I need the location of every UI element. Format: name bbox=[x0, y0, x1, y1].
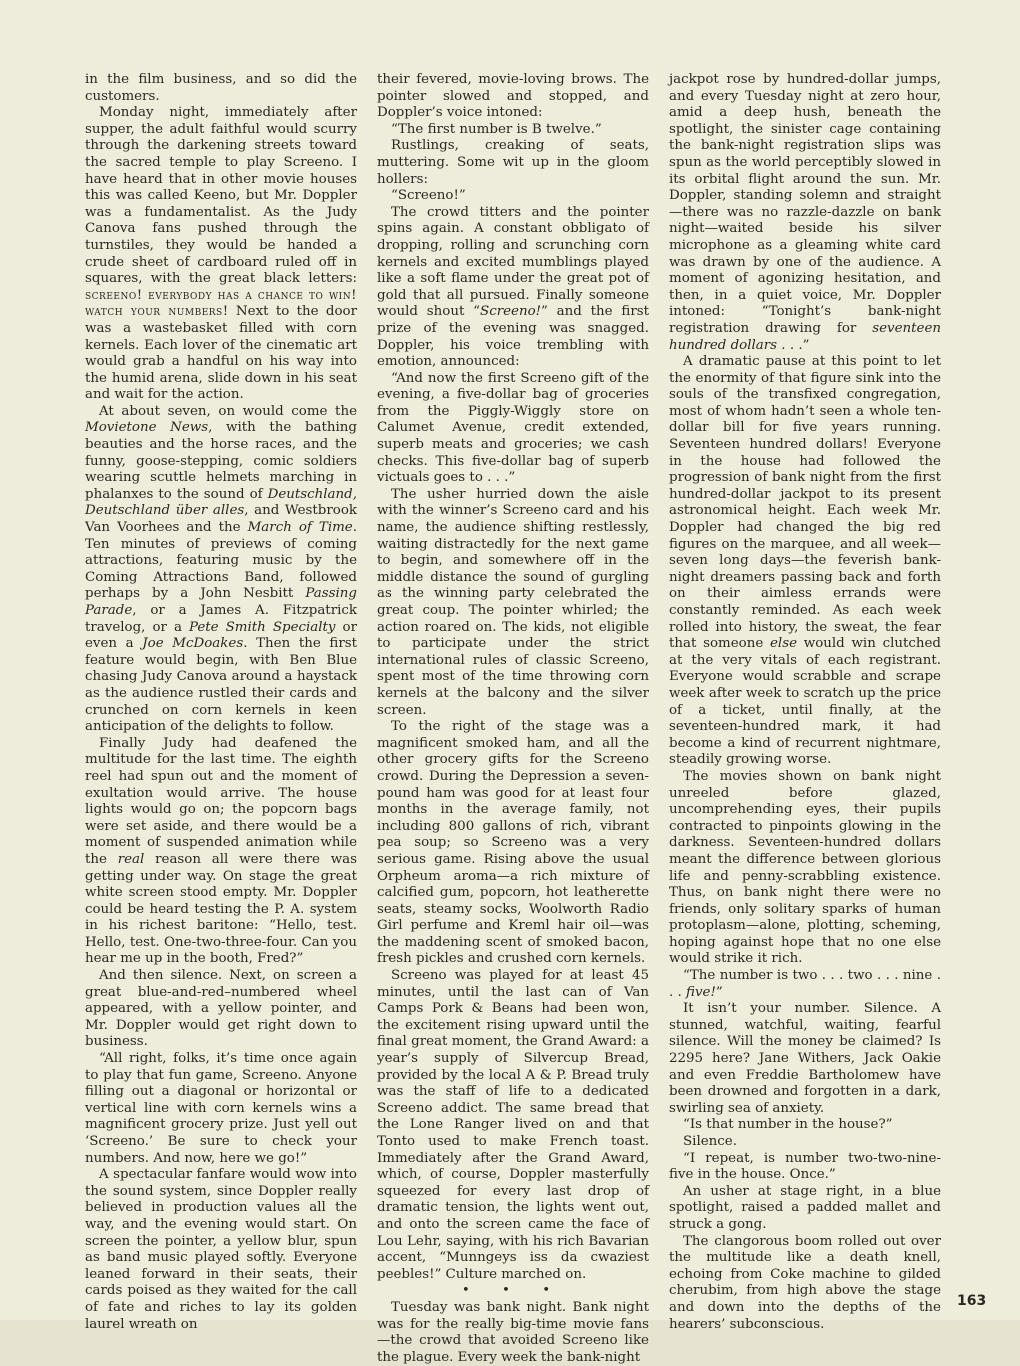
section-separator: • • • bbox=[461, 1283, 565, 1299]
paragraph: their fevered, movie-loving brows. The pointer slowed and stopped, and Doppler’s voice intoned: bbox=[377, 72, 649, 121]
paragraph: “The first number is B twelve.” bbox=[391, 121, 602, 137]
paragraph: A spectacular fanfare would wow into the sound system, since Doppler really believed in production values all the way, and the evening would start. On screen the pointer, a yellow blur, spun as band music played softly. Everyone leaned forward in their seats, their cards poised as they waited for the call of fate and riches to lay its golden laurel wreath on bbox=[85, 1167, 357, 1332]
paragraph: “All right, folks, it’s time once again to play that fun game, Screeno. Anyone filling out a diagonal or horizontal or vertical line with corn kernels wins a magnificent grocery prize. Just yell out ‘Screeno.’ Be sure to check your numbers. And now, here we go!” bbox=[85, 1051, 357, 1166]
paragraph: Rustlings, creaking of seats, muttering. Some wit up in the gloom hollers: bbox=[377, 138, 649, 187]
paragraph: A dramatic pause at this point to let the enormity of that figure sink into the souls of the transfixed congregation, most of whom hadn’t seen a whole ten-dollar bill for five years running. Seventeen hundred dollars! Everyone in the house had followed the progression of bank night from the first hundred-dollar jackpot to its present astronomical height. Each week Mr. Doppler had changed the big red figures on the marquee, and all week—seven long days—the feverish bank-night dreamers passing back and forth on their aimless errands were constantly reminded. As each week rolled into history, the sweat, the fear that someone else would win clutched at the very vitals of each registrant. Everyone would scrabble and scrape week after week to scratch up the price of a ticket, until finally, at the seventeen-hundred mark, it had become a kind of recurrent nightmare, steadily growing worse. bbox=[669, 354, 941, 768]
paragraph: in the film business, and so did the customers. bbox=[85, 72, 357, 104]
paragraph: Screeno was played for at least 45 minutes, until the last can of Van Camps Pork & Beans had been won, the excitement rising upward until the final great moment, the Grand Award: a year’s supply of Silvercup Bread, provided by the local A & P. Bread truly was the staff of life to a dedicated Screeno addict. The same bread that the Lone Ranger lived on and that Tonto used to make French toast. Immediately after the Grand Award, which, of course, Doppler masterfully squeezed for every last drop of dramatic tension, the lights went out, and onto the screen came the face of Lou Lehr, saying, with his rich Bavarian accent, “Munngeys iss da cwaziest peebles!” Culture marched on. bbox=[377, 968, 649, 1282]
paragraph: And then silence. Next, on screen a great blue-and-red–numbered wheel appeared, with a yellow pointer, and Mr. Doppler would get right down to business. bbox=[85, 968, 357, 1050]
paragraph: The usher hurried down the aisle with the winner’s Screeno card and his name, the audience shifting restlessly, waiting distractedly for the next game to begin, and somewhere off in the middle distance the sound of gurgling as the winning party celebrated the great coup. The pointer whirled; the action roared on. The kids, not eligible to participate under the strict international rules of classic Screeno, spent most of the time throwing corn kernels at the balcony and the silver screen. bbox=[377, 486, 649, 718]
text-column-1 bbox=[85, 72, 357, 1333]
page-number: 163 bbox=[957, 1293, 987, 1309]
paragraph: At about seven, on would come the Movietone News, with the bathing beauties and the horse races, and the funny, goose-stepping, comic soldiers wearing scuttle helmets marching in phalanxes to the sound of Deutschland, Deutschland über alles, and Westbrook Van Voorhees and the March of Time. Ten minutes of previews of coming attractions, featuring music by the Coming Attractions Band, followed perhaps by a John Nesbitt Passing Parade, or a James A. Fitzpatrick travelog, or a Pete Smith Specialty or even a Joe McDoakes. Then the first feature would begin, with Ben Blue chasing Judy Canova around a haystack as the audience rustled their cards and crunched on corn kernels in keen anticipation of the delights to follow. bbox=[85, 403, 357, 735]
paragraph: “Screeno!” bbox=[391, 188, 466, 204]
paragraph: To the right of the stage was a magnificent smoked ham, and all the other grocery gifts for the Screeno crowd. During the Depression a seven-pound ham was good for at least four months in the average family, not including 800 gallons of rich, vibrant pea soup; so Screeno was a very serious game. Rising above the usual Orpheum aroma—a rich mixture of calcified gum, popcorn, hot leatherette seats, steamy socks, Woolworth Radio Girl perfume and Kreml hair oil—was the maddening scent of smoked bacon, fresh pickles and crushed corn kernels. bbox=[377, 719, 649, 967]
paragraph: The movies shown on bank night unreeled before glazed, uncomprehending eyes, their pupils contracted to pinpoints glowing in the darkness. Seventeen-hundred dollars meant the difference between glorious life and penny-scrabbling existence. Thus, on bank night there were no friends, only solitary sparks of human protoplasm—alone, plotting, scheming, hoping against hope that no one else would strike it rich. bbox=[669, 768, 941, 967]
paragraph: “The number is two . . . two . . . nine . . . five!” bbox=[669, 968, 941, 1000]
paragraph: “And now the first Screeno gift of the evening, a five-dollar bag of groceries from the Piggly-Wiggly store on Calumet Avenue, credit extended, superb meats and groceries; we cash checks. This five-dollar bag of superb victuals goes to . . .” bbox=[377, 370, 649, 486]
paragraph: An usher at stage right, in a blue spotlight, raised a padded mallet and struck a gong. bbox=[669, 1183, 941, 1232]
paragraph: Silence. bbox=[683, 1134, 737, 1149]
paragraph: “Is that number in the house?” bbox=[683, 1117, 893, 1133]
text-column-3 bbox=[669, 72, 941, 1333]
text-column-2 bbox=[377, 72, 649, 1366]
paragraph: It isn’t your number. Silence. A stunned, watchful, waiting, fearful silence. Will the money be claimed? Is 2295 here? Jane Withers, Jack Oakie and even Freddie Bartholomew have been drowned and forgotten in a dark, swirling sea of anxiety. bbox=[669, 1001, 941, 1116]
paragraph: jackpot rose by hundred-dollar jumps, and every Tuesday night at zero hour, amid a deep hush, beneath the spotlight, the sinister cage containing the bank-night registration slips was spun as the world perceptibly slowed in its orbital flight around the sun. Mr. Doppler, standing solemn and straight—there was no razzle-dazzle on bank night—waited beside his silver microphone as a gleaming white card was drawn by one of the audience. A moment of agonizing hesitation, and then, in a quiet voice, Mr. Doppler intoned: “Tonight’s bank-night registration drawing for seventeen hundred dollars . . .” bbox=[669, 72, 941, 353]
paragraph: “I repeat, is number two-two-nine-five in the house. Once.” bbox=[669, 1150, 941, 1183]
paragraph: Monday night, immediately after supper, the adult faithful would scurry through the darkening streets toward the sacred temple to play Screeno. I have heard that in other movie houses this was called Keeno, but Mr. Doppler was a fundamentalist. As the Judy Canova fans pushed through the turnstiles, they would be handed a crude sheet of cardboard ruled off in squares, with the great black letters: screeno! everybody has a chance to win! watch your numbers! Next to the door was a wastebasket filled with corn kernels. Each lover of the cinematic art would grab a handful on his way into the humid arena, slide down in his seat and wait for the action. bbox=[85, 105, 357, 403]
paragraph: The crowd titters and the pointer spins again. A constant obbligato of dropping, rolling and scrunching corn kernels and excited mumblings played like a soft flame under the great pot of gold that all pursued. Finally someone would shout “Screeno!” and the first prize of the evening was snagged. Doppler, his voice trembling with emotion, announced: bbox=[377, 204, 649, 370]
paragraph: The clangorous boom rolled out over the multitude like a death knell, echoing from Coke machine to gilded cherubim, from high above the stage and down into the depths of the hearers’ subconscious. bbox=[669, 1233, 941, 1332]
paragraph: Tuesday was bank night. Bank night was for the really big-time movie fans —the crowd that avoided Screeno like the plague. Every week the bank-night bbox=[377, 1299, 649, 1365]
paragraph: Finally Judy had deafened the multitude for the last time. The eighth reel had spun out and the moment of exultation would arrive. The house lights would go on; the popcorn bags were set aside, and there would be a moment of suspended animation while the real reason all were there was getting under way. On stage the great white screen stood empty. Mr. Doppler could be heard testing the P. A. system in his richest baritone: “Hello, test. Hello, test. One-two-three-four. Can you hear me up in the booth, Fred?” bbox=[85, 735, 358, 967]
